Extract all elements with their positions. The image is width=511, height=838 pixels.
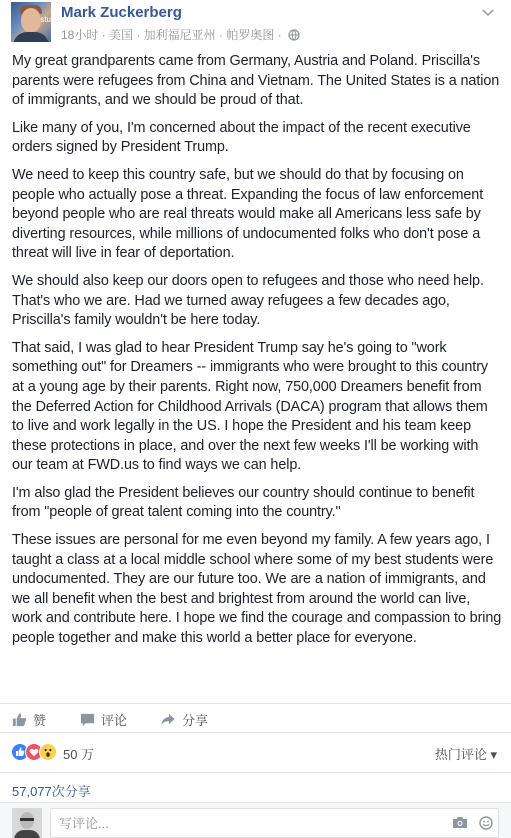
- viewer-avatar-body: [14, 830, 40, 838]
- post-paragraph: I'm also glad the President believes our country should continue to benefit from "people of great talent coming into the country.": [12, 484, 475, 521]
- like-button[interactable]: [12, 710, 46, 729]
- shares-row: [0, 772, 511, 803]
- share-label: 分享: [182, 713, 209, 728]
- author-name[interactable]: Mark Zuckerberg: [61, 4, 182, 21]
- post-header: [0, 0, 511, 50]
- author-avatar[interactable]: [11, 2, 51, 42]
- post-paragraph: We should also keep our doors open to refugees and those who need help. That's who we are. Had we turned away refugees a few decades ago, Priscilla's family wouldn't be here today.: [12, 272, 484, 329]
- avatar-tag: stu: [40, 15, 51, 24]
- post-timestamp-location[interactable]: 18小时 · 美国 · 加利福尼亚州 · 帕罗奥图 ·: [61, 28, 282, 42]
- share-arrow-icon: [160, 712, 176, 727]
- post-paragraph: My great grandparents came from Germany, Austria and Poland. Priscilla's parents were refugees from China and Vietnam. The United States is a nation of immigrants, and we should be proud of that.: [12, 53, 500, 109]
- comment-button[interactable]: [80, 710, 127, 729]
- wow-reaction-icon: [39, 743, 57, 761]
- share-count-link[interactable]: 57,077次分享: [12, 784, 91, 799]
- viewer-avatar-glasses: [20, 818, 34, 821]
- comment-composer: [0, 802, 511, 838]
- post-meta: [61, 26, 300, 43]
- globe-icon: [288, 29, 300, 41]
- post-paragraph: We need to keep this country safe, but we should do that by focusing on people who actually pose a threat. Expanding the focus of law enforcement beyond people who are real threats would make all Americans less safe by diverting resources, while millions of undocumented folks who don't pose a threat will live in fear of deportation.: [12, 166, 484, 262]
- reaction-count[interactable]: 50 万: [63, 747, 95, 762]
- reactions-row: [0, 732, 511, 773]
- thumbs-up-icon: [12, 712, 27, 727]
- comment-label: 评论: [101, 713, 128, 728]
- comment-sort-dropdown[interactable]: 热门评论 ▾: [434, 747, 497, 762]
- like-label: 赞: [33, 713, 47, 728]
- camera-icon[interactable]: [452, 816, 468, 829]
- reaction-icons[interactable]: [11, 743, 61, 761]
- chevron-down-icon[interactable]: [481, 6, 495, 20]
- avatar-face: [21, 8, 41, 32]
- sticker-smiley-icon[interactable]: [479, 816, 493, 830]
- comment-input[interactable]: [50, 808, 499, 838]
- post-paragraph: Like many of you, I'm concerned about the impact of the recent executive orders signed by President Trump.: [12, 119, 471, 156]
- post-paragraph: That said, I was glad to hear President Trump say he's going to "work something out" for Dreamers -- immigrants who were brought to this country at a young age by their parents. Right now, 750,000 Dreamers benefit from the Deferred Action for Childhood Arrivals (DACA) program that allows them to live and work legally in the US. I hope the President and his team keep these protections in place, and over the next few weeks I'll be working with our team at FWD.us to find ways we can help.: [12, 339, 488, 474]
- post-paragraph: These issues are personal for me even beyond my family. A few years ago, I taught a class at a local middle school where some of my best students were undocumented. They are our future too. We are a nation of immigrants, and we all benefit when the best and brightest from around the world can live, work and contribute here. I hope we find the courage and compassion to bring people together and make this world a better place for everyone.: [12, 532, 502, 647]
- comment-icon: [80, 712, 95, 727]
- post-body: [12, 52, 502, 657]
- viewer-avatar: [12, 808, 42, 838]
- avatar-shirt: [13, 32, 49, 42]
- share-button[interactable]: [160, 710, 208, 729]
- action-bar: [0, 703, 511, 732]
